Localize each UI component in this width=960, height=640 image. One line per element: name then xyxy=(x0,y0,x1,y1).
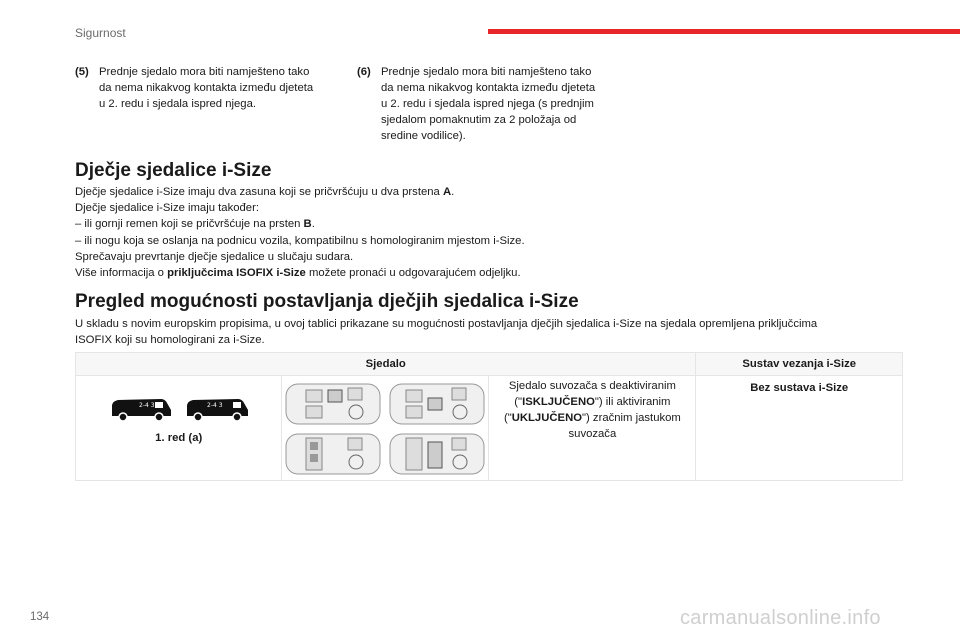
isize-table xyxy=(75,352,903,481)
airbag-on-label: UKLJUČENO xyxy=(511,412,583,424)
section-title-overview: Pregled mogućnosti postavljanja dječjih sjedalica i-Size xyxy=(75,291,579,312)
seat-layout-icon xyxy=(388,432,486,476)
svg-text:2-4 3: 2-4 3 xyxy=(138,402,155,409)
section1-body: Dječje sjedalice i-Size imaju dva zasuna koji se pričvršćuju u dva prstena A. Dječje sjedalice i-Size imaju također: – ili gornji remen koji se pričvršćuje na prsten B. – ili nogu koja se oslanja na podnicu vozila, kompatibilnu s homologiranim mjestom i-Size. Sprečavaju prevrtanje dječje sjedalice u slučaju sudara. Više informacija o priključcima ISOFIX i-Size možete pronaći u odgovarajućem odjeljku. xyxy=(75,186,525,280)
col-header-seat: Sjedalo xyxy=(76,353,696,376)
vehicle-cell xyxy=(76,376,282,481)
van-icon xyxy=(109,396,173,422)
page-number: 134 xyxy=(30,611,50,623)
text: Sprečavaju prevrtanje dječje sjedalice u slučaju sudara. xyxy=(75,250,354,263)
note-line: sredine vodilice). xyxy=(381,130,466,142)
header-section-title: Sigurnost xyxy=(75,26,126,40)
table-row xyxy=(76,376,903,481)
note-line: da nema nikakvog kontakta između djeteta xyxy=(381,82,596,94)
system-value: Bez sustava i-Size xyxy=(750,382,849,394)
note-line: Prednje sjedalo mora biti namješteno tako xyxy=(99,66,310,78)
note-6 xyxy=(357,64,637,148)
seat-description-cell: Sjedalo suvozača s deaktiviranim ("ISKLJUČENO") ili aktiviranim ("UKLJUČENO") zračnim jastukom suvozača xyxy=(489,376,696,481)
airbag-off-label: ISKLJUČENO xyxy=(522,396,595,408)
system-cell xyxy=(696,376,903,481)
note-number: (5) xyxy=(75,66,89,78)
note-line: u 2. redu i sjedala ispred njega. xyxy=(99,98,257,110)
text: – ili gornji remen koji se pričvršćuje na prsten xyxy=(75,218,304,231)
note-5 xyxy=(75,64,355,116)
isofix-reference: priključcima ISOFIX i-Size xyxy=(167,267,306,280)
section2-body xyxy=(75,316,817,348)
note-line: u 2. redu i sjedala ispred njega (s prednjim xyxy=(381,98,594,110)
text: Dječje sjedalice i-Size imaju također: xyxy=(75,202,259,215)
table-header-row xyxy=(76,353,903,376)
ring-b-label: B xyxy=(303,218,312,231)
note-line: da nema nikakvog kontakta između djeteta xyxy=(99,82,314,94)
text: U skladu s novim europskim propisima, u ovoj tablici prikazane su mogućnosti postavljanja dječjih sjedalica i-Size na sjedala opremljena priključcima xyxy=(75,318,818,330)
seat-layout-icon xyxy=(284,382,382,426)
svg-text:2-4 3: 2-4 3 xyxy=(206,402,223,409)
ring-a-label: A xyxy=(442,186,452,198)
text: – ili nogu koja se oslanja na podnicu vozila, kompatibilnu s homologiranim mjestom i-Size. xyxy=(75,234,525,247)
row-label: 1. red (a) xyxy=(155,432,203,444)
seat-diagram-cell xyxy=(282,376,489,481)
section-title-isize: Dječje sjedalice i-Size xyxy=(75,160,272,181)
note-line: sjedalom pomaknutim za 2 položaja od xyxy=(381,114,577,126)
watermark: carmanualsonline.info xyxy=(680,607,881,629)
text: Dječje sjedalice i-Size imaju dva zasuna koji se pričvršćuju u dva prstena xyxy=(75,186,443,198)
note-line: Prednje sjedalo mora biti namješteno tako xyxy=(381,66,592,78)
seat-layout-icon xyxy=(284,432,382,476)
seat-layout-icon xyxy=(388,382,486,426)
header-accent-bar xyxy=(488,29,960,34)
col-header-system: Sustav vezanja i-Size xyxy=(696,353,903,376)
text: ISOFIX koji su homologirani za i-Size. xyxy=(75,334,265,347)
note-number: (6) xyxy=(357,66,371,78)
van-long-icon xyxy=(185,396,249,422)
